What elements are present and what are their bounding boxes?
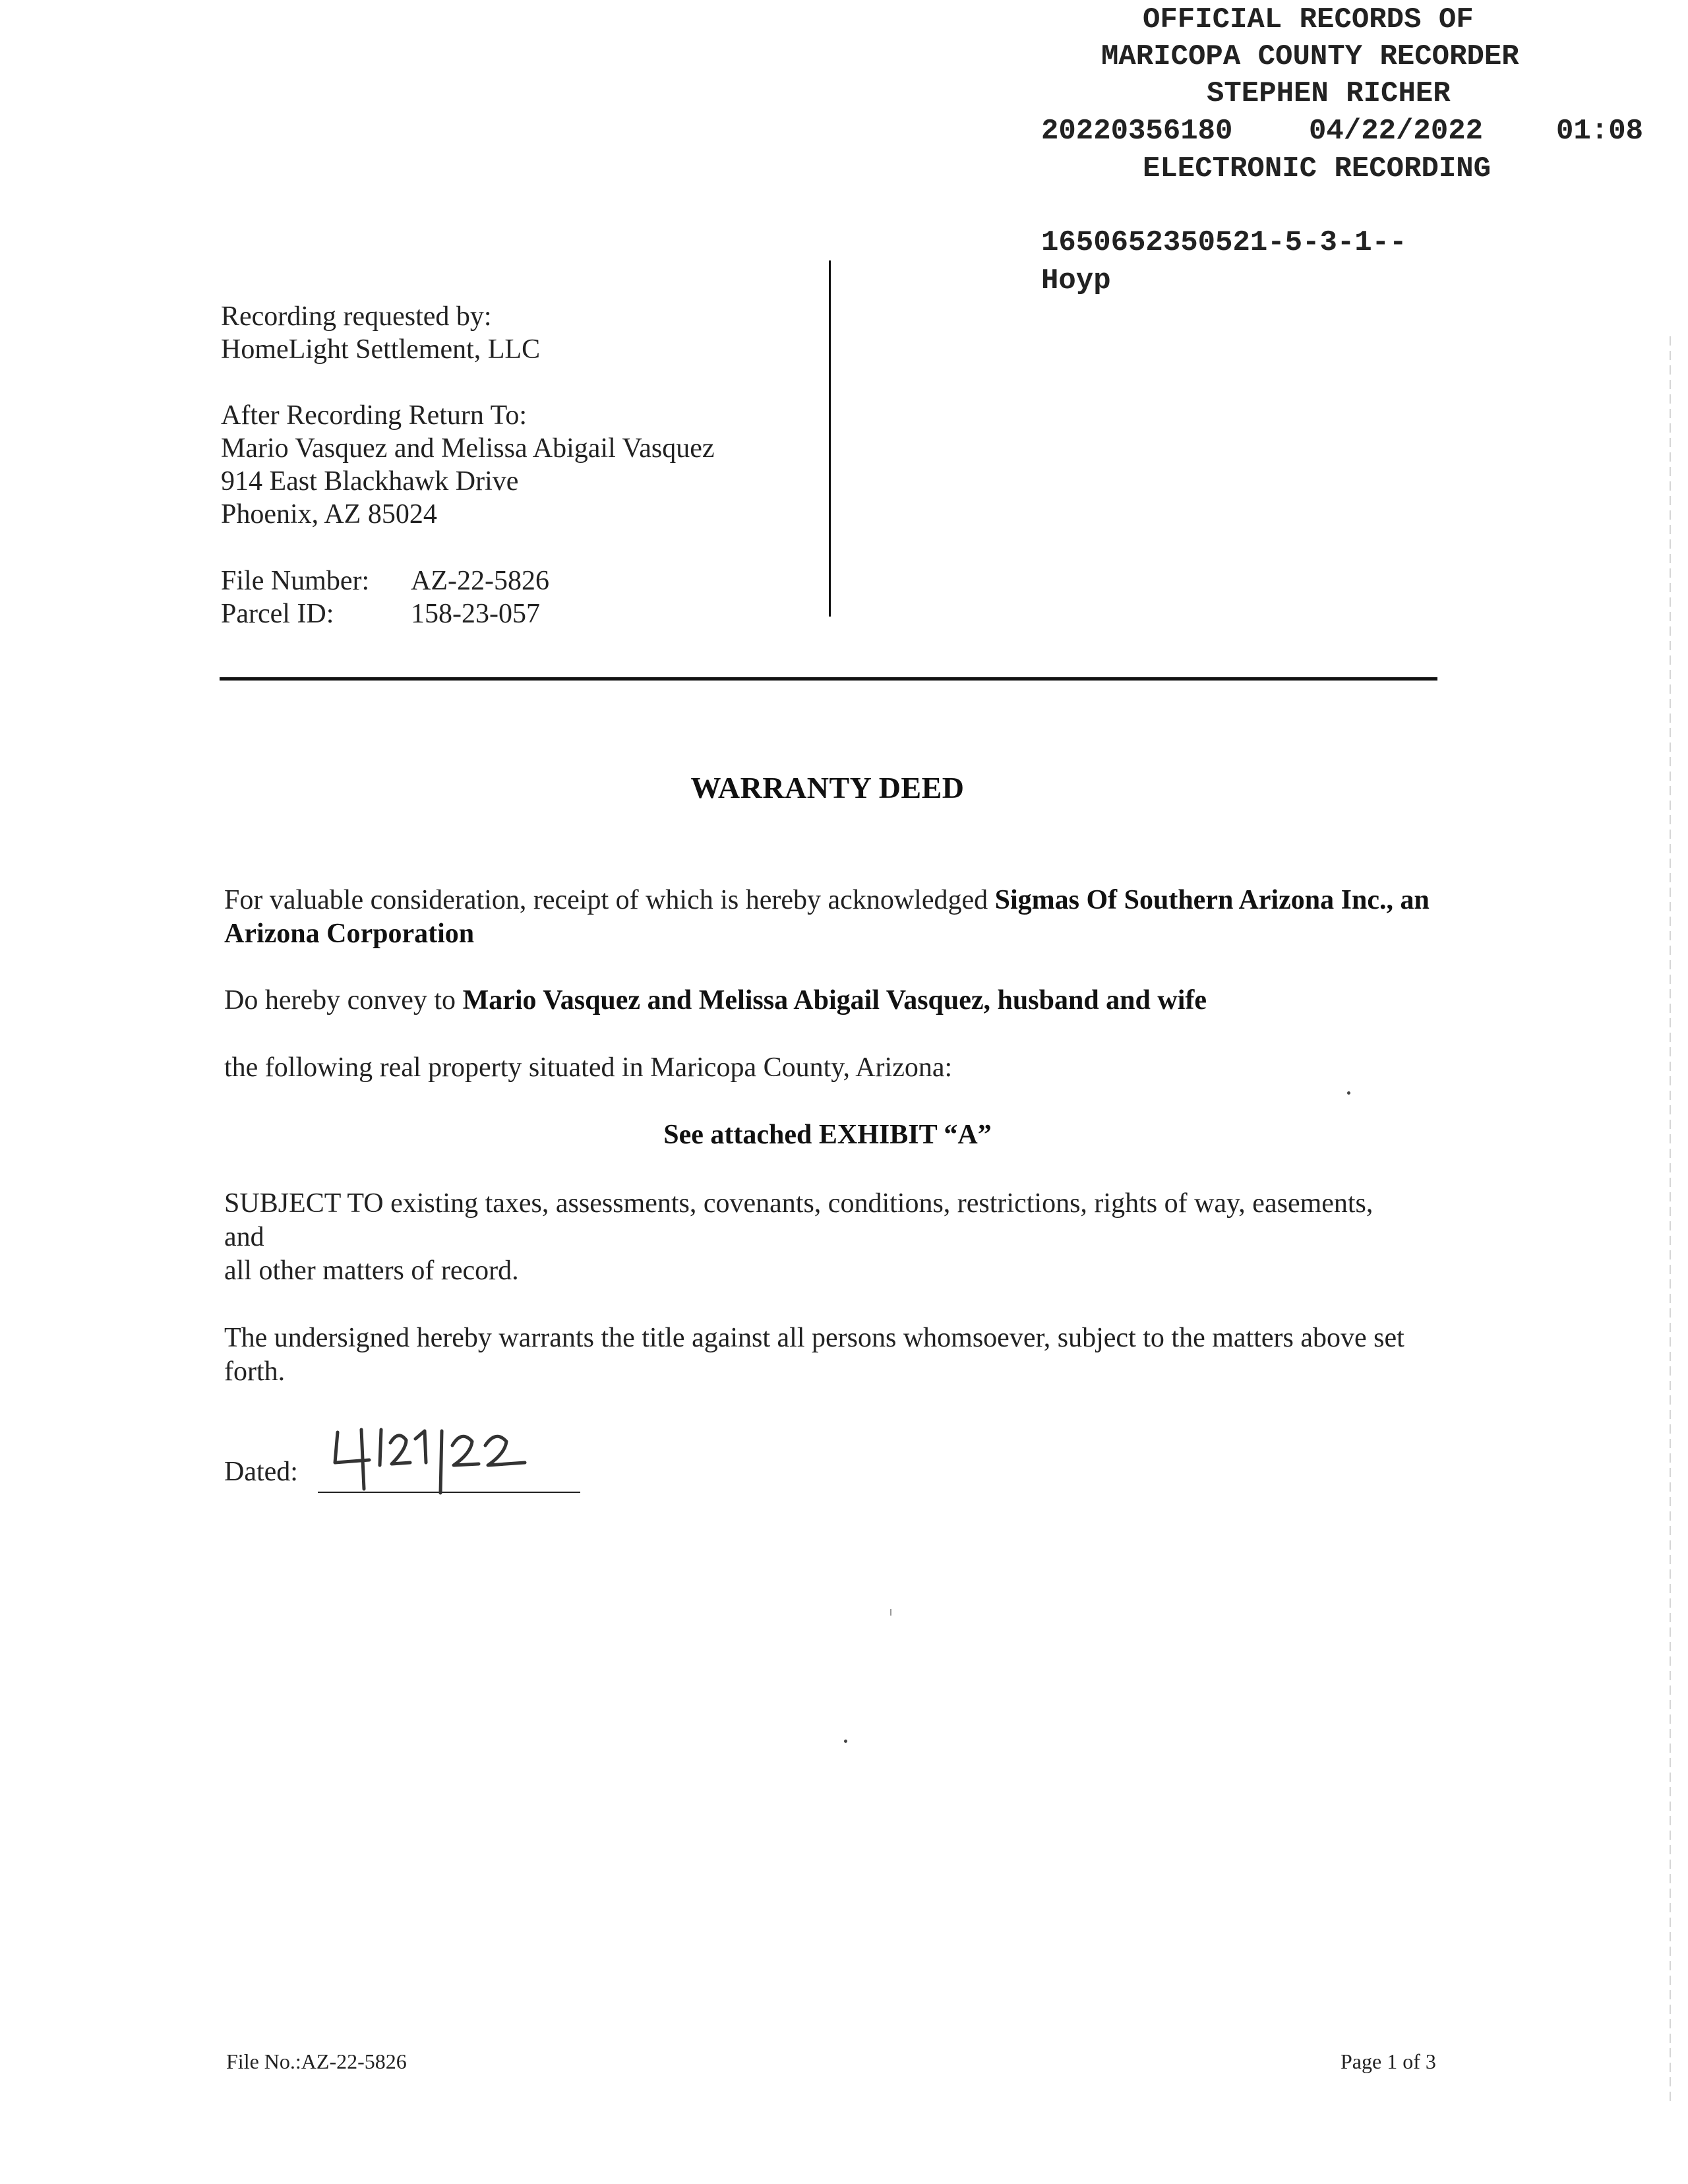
stamp-record-number: 20220356180 <box>1041 115 1233 148</box>
handwritten-date <box>330 1424 541 1497</box>
grantee-name: Mario Vasquez and Melissa Abigail Vasquez, husband and wife <box>462 985 1207 1016</box>
stamp-line-recorder-name: STEPHEN RICHER <box>1207 77 1451 110</box>
stamp-tracking-id: 1650652350521-5-3-1-- <box>1041 226 1407 259</box>
conveyance-paragraph <box>224 984 1444 1017</box>
footer-page-number: Page 1 of 3 <box>1341 2049 1436 2073</box>
scan-speck <box>1347 1091 1350 1095</box>
stamp-record-date: 04/22/2022 <box>1309 115 1484 148</box>
return-to-street: 914 East Blackhawk Drive <box>221 466 519 497</box>
return-to-city: Phoenix, AZ 85024 <box>221 499 437 530</box>
file-number-value: AZ-22-5826 <box>411 566 549 596</box>
subject-to-paragraph <box>224 1187 1444 1288</box>
consideration-paragraph <box>224 884 1444 951</box>
dated-label: Dated: <box>224 1457 298 1487</box>
header-vertical-divider <box>829 260 831 617</box>
file-number-label: File Number: <box>221 566 370 596</box>
document-title: WARRANTY DEED <box>690 771 965 804</box>
stamp-line-electronic-recording: ELECTRONIC RECORDING <box>1143 152 1492 185</box>
parcel-id-label: Parcel ID: <box>221 599 334 629</box>
scan-edge-line <box>1670 336 1671 2104</box>
consideration-text: For valuable consideration, receipt of which is hereby acknowledged <box>224 885 995 915</box>
subject-to-line-2: and <box>224 1222 264 1252</box>
exhibit-reference: See attached EXHIBIT “A” <box>663 1120 992 1150</box>
stamp-tracking-code: Hoyp <box>1041 264 1111 297</box>
conveyance-text: Do hereby convey to <box>224 985 463 1016</box>
grantor-name: Sigmas Of Southern Arizona Inc., an Arizona Corporation <box>224 885 1430 949</box>
stamp-record-time: 01:08 <box>1556 115 1644 148</box>
requested-by-value: HomeLight Settlement, LLC <box>221 334 541 365</box>
requested-by-label: Recording requested by: <box>221 301 492 332</box>
parcel-id-value: 158-23-057 <box>411 599 540 629</box>
warranty-paragraph: The undersigned hereby warrants the title against all persons whomsoever, subject to the matters above set forth. <box>224 1323 1404 1387</box>
stamp-line-county-recorder: MARICOPA COUNTY RECORDER <box>1101 40 1519 73</box>
scan-speck <box>890 1609 891 1616</box>
property-location-paragraph: the following real property situated in Maricopa County, Arizona: <box>224 1052 953 1083</box>
stamp-line-official-records: OFFICIAL RECORDS OF <box>1143 3 1474 36</box>
subject-to-line-1: SUBJECT TO existing taxes, assessments, covenants, conditions, restrictions, rights of way, easements, <box>224 1188 1373 1219</box>
footer-file-number: File No.:AZ-22-5826 <box>226 2049 407 2073</box>
return-to-name: Mario Vasquez and Melissa Abigail Vasquez <box>221 433 715 464</box>
subject-to-line-3: all other matters of record. <box>224 1256 519 1286</box>
return-to-label: After Recording Return To: <box>221 400 528 431</box>
scan-speck <box>844 1740 847 1743</box>
header-horizontal-rule <box>220 677 1437 681</box>
